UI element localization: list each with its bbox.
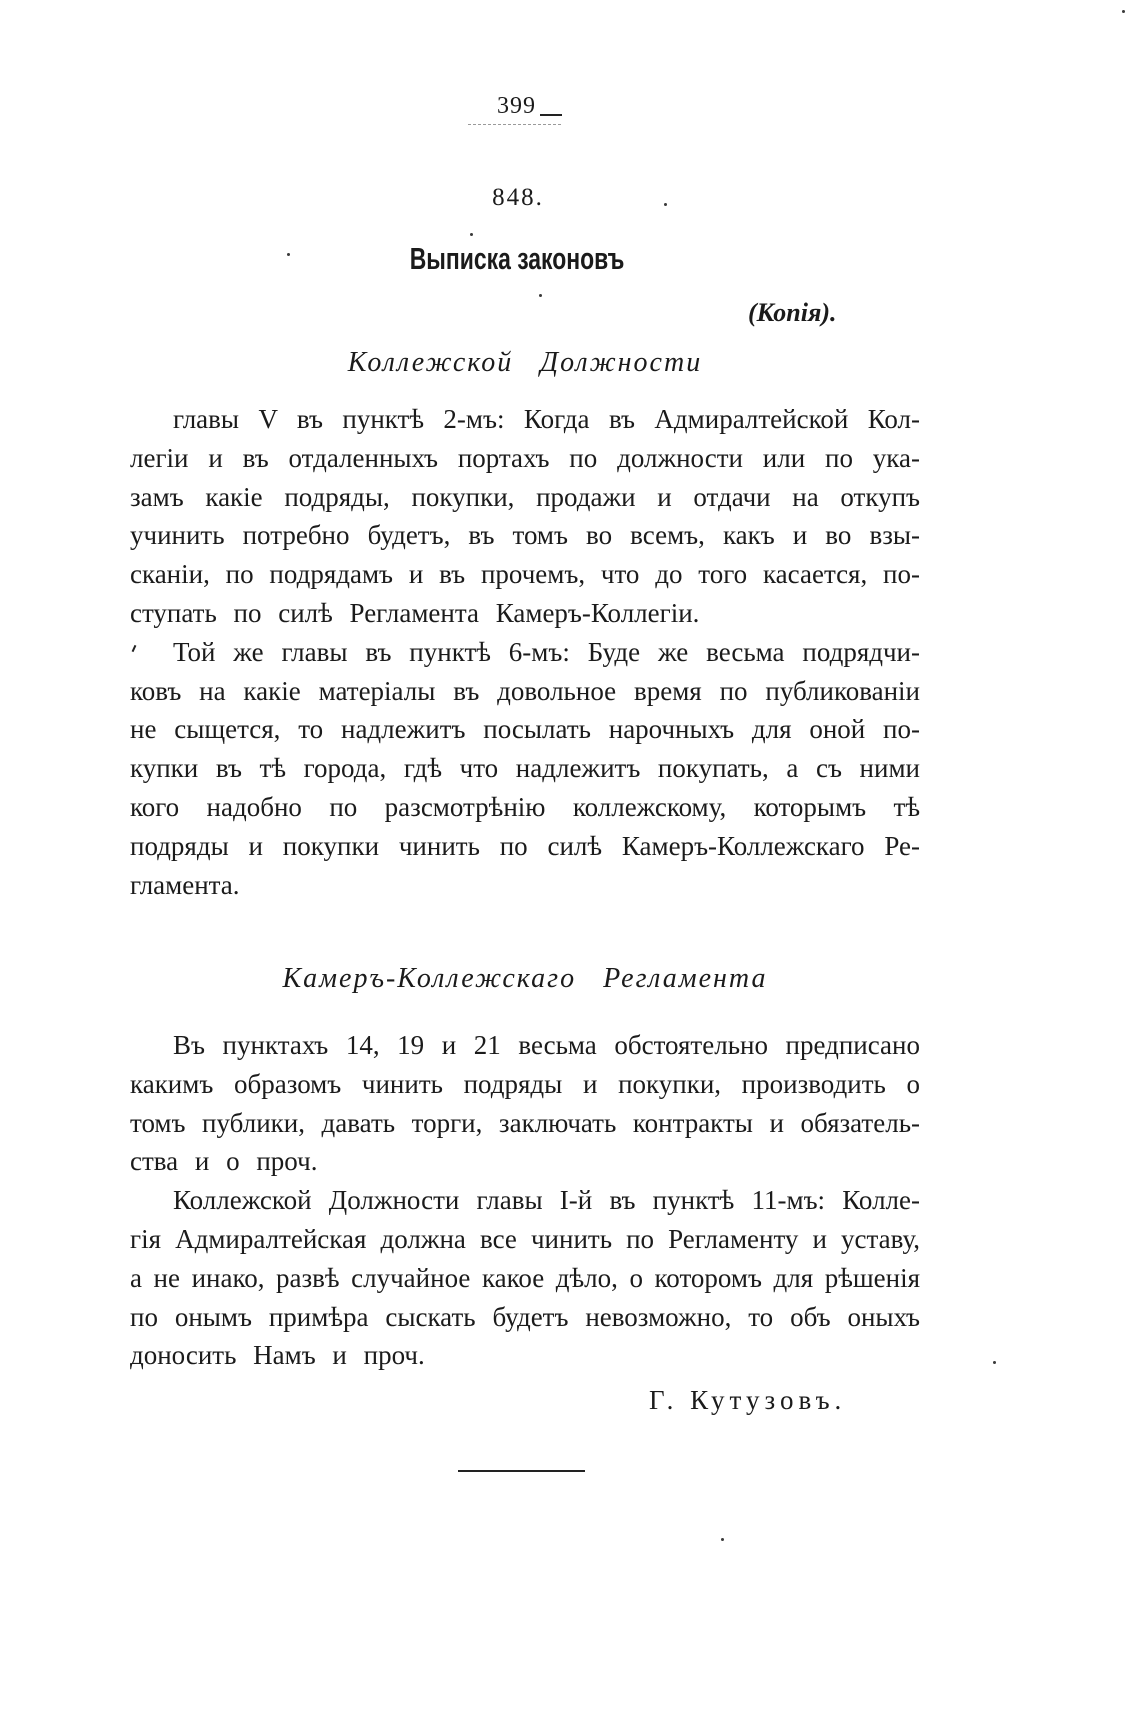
copy-note: (Копія).: [748, 298, 837, 327]
paragraph: [130, 633, 920, 905]
scan-speck: [539, 294, 542, 297]
scan-speck: [1122, 10, 1125, 13]
scan-speck: [721, 1538, 724, 1541]
text-line: сканіи, по подрядамъ и въ прочемъ, что до того касается, по-: [130, 559, 920, 590]
text-line: подряды и покупки чинить по силѣ Камеръ-Коллежскаго Ре-: [130, 830, 920, 861]
text-line: главы V въ пунктѣ 2-мъ: Когда въ Адмиралтейской Кол-: [173, 404, 920, 434]
text-line: по онымъ примѣра сыскать будетъ невозможно, то объ оныхъ: [130, 1301, 920, 1332]
text-line: гія Адмиралтейская должна все чинить по Регламенту и уставу,: [130, 1223, 920, 1254]
text-line: какимъ образомъ чинить подряды и покупки, производить о: [130, 1068, 920, 1099]
text-line: доносить Намъ и проч.: [130, 1340, 425, 1371]
text-line: Коллежской Должности главы I-й въ пунктѣ 11-мъ: Колле-: [173, 1185, 920, 1216]
text-line: гламента.: [130, 869, 240, 900]
item-number: 848.: [492, 184, 544, 211]
page-number-dashed-rule: [468, 124, 561, 125]
page-number: 399: [497, 93, 536, 119]
section-heading: Коллежской Должности: [347, 347, 703, 378]
page-number-underline: [540, 114, 562, 116]
end-rule: [458, 1470, 585, 1472]
text-line: ства и о проч.: [130, 1146, 318, 1177]
text-line: томъ публики, давать торги, заключать контракты и обязатель-: [130, 1107, 920, 1138]
paragraph: [130, 1026, 920, 1181]
text-line: ступать по силѣ Регламента Камеръ-Коллегіи.: [130, 597, 700, 628]
signature: Г. Кутузовъ.: [649, 1385, 847, 1415]
text-line: Въ пунктахъ 14, 19 и 21 весьма обстоятельно предписано: [173, 1030, 920, 1060]
document-title: Выписка законовъ: [409, 241, 625, 276]
paragraph: [130, 400, 920, 633]
scan-speck: [470, 233, 473, 236]
text-line: ковъ на какіе матеріалы въ довольное время по публикованіи: [130, 675, 920, 706]
scan-speck: [287, 253, 290, 256]
text-line: учинить потребно будетъ, въ томъ во всемъ, какъ и во взы-: [130, 520, 920, 551]
text-line: замъ какіе подряды, покупки, продажи и отдачи на откупъ: [130, 481, 920, 512]
paragraph: [130, 1181, 920, 1375]
text-line: Той же главы въ пунктѣ 6-мъ: Буде же весьма подрядчи-: [173, 636, 920, 667]
text-line: купки въ тѣ города, гдѣ что надлежитъ покупать, а съ ними: [130, 753, 920, 784]
scan-speck: [664, 203, 667, 206]
text-line: легіи и въ отдаленныхъ портахъ по должности или по ука-: [130, 442, 920, 473]
text-line: а не инако, развѣ случайное какое дѣло, о которомъ для рѣшенія: [130, 1262, 920, 1293]
section-heading: Камеръ-Коллежскаго Регламента: [282, 963, 768, 994]
scan-speck: [993, 1361, 996, 1364]
title-container: [347, 241, 687, 283]
section-body: [130, 400, 920, 904]
section-body: [130, 1026, 920, 1375]
text-line: кого надобно по разсмотрѣнію коллежскому, которымъ тѣ: [130, 791, 920, 822]
text-line: не сыщется, то надлежитъ посылать нарочныхъ для оной по-: [130, 714, 920, 745]
